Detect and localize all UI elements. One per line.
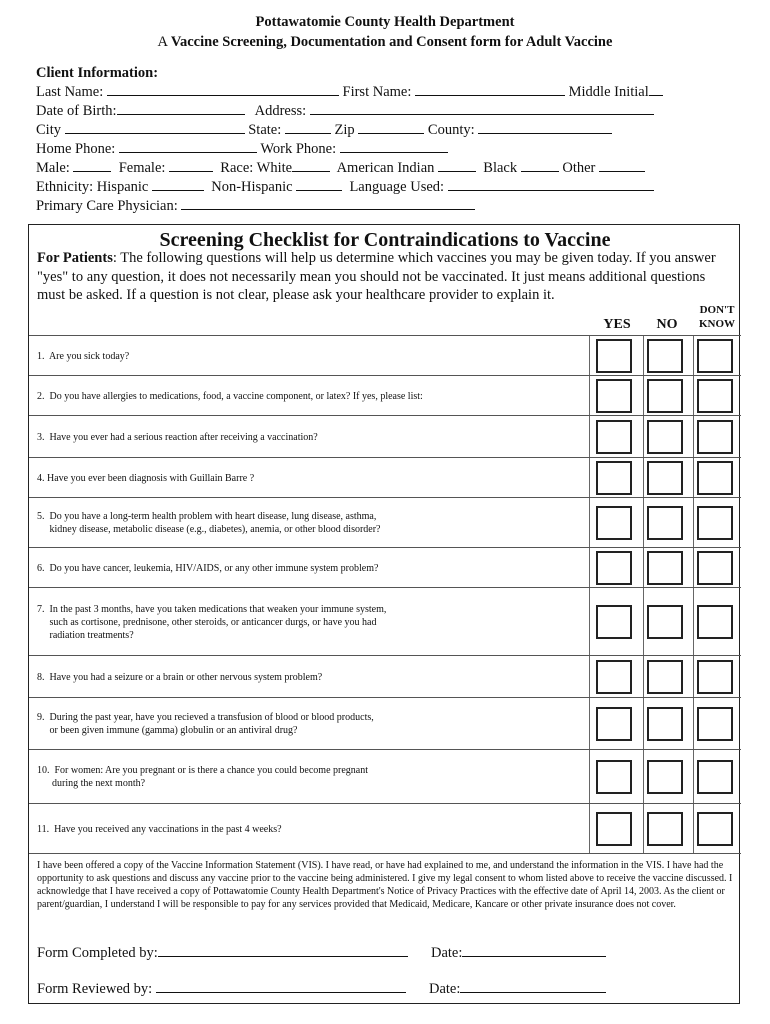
black-label: Black bbox=[483, 160, 518, 176]
column-divider bbox=[693, 376, 694, 415]
subtitle-prefix: A bbox=[157, 34, 168, 50]
zip-label: Zip bbox=[334, 122, 355, 138]
department-title: Pottawatomie County Health Department bbox=[255, 14, 515, 30]
no-checkbox[interactable] bbox=[647, 551, 683, 585]
question-row bbox=[29, 655, 741, 697]
female-label: Female: bbox=[118, 160, 166, 176]
dont-know-checkbox[interactable] bbox=[697, 506, 733, 540]
question-row bbox=[29, 457, 741, 497]
column-divider bbox=[643, 588, 644, 655]
column-divider bbox=[643, 336, 644, 375]
no-checkbox[interactable] bbox=[647, 707, 683, 741]
column-divider bbox=[589, 458, 590, 497]
american-indian-label: American Indian bbox=[336, 160, 435, 176]
intro-text: : The following questions will help us determine which vaccines you may be given today. If you answer "yes" to any question, it does not necessarily mean you should not be vaccinated. It just means additional questions must be asked. If a question is not clear, please ask your healthcare provider to explain it. bbox=[37, 250, 716, 303]
last-name-field[interactable] bbox=[107, 82, 339, 96]
reviewed-date-label: Date: bbox=[429, 981, 461, 997]
black-field[interactable] bbox=[521, 158, 559, 172]
column-divider bbox=[643, 376, 644, 415]
first-name-field[interactable] bbox=[415, 82, 565, 96]
checklist-title: Screening Checklist for Contraindications to Vaccine bbox=[159, 229, 611, 251]
column-divider bbox=[643, 750, 644, 803]
reviewed-date-line bbox=[429, 979, 606, 998]
yes-checkbox[interactable] bbox=[596, 461, 632, 495]
county-label: County: bbox=[427, 122, 475, 138]
question-text: 5. Do you have a long-term health problem with heart disease, lung disease, asthma, kidney disease, metabolic disease (e.g., diabetes), anemia, or other blood disorder? bbox=[37, 511, 381, 535]
column-divider bbox=[693, 656, 694, 697]
dont-know-checkbox[interactable] bbox=[697, 551, 733, 585]
no-checkbox[interactable] bbox=[647, 660, 683, 694]
checklist-intro bbox=[37, 249, 727, 305]
question-row bbox=[29, 335, 741, 375]
form-completed-line bbox=[37, 943, 408, 962]
question-row bbox=[29, 587, 741, 655]
yes-checkbox[interactable] bbox=[596, 339, 632, 373]
dont-know-checkbox[interactable] bbox=[697, 660, 733, 694]
no-checkbox[interactable] bbox=[647, 461, 683, 495]
no-checkbox[interactable] bbox=[647, 605, 683, 639]
client-info-title: Client Information: bbox=[36, 65, 159, 81]
dont-know-checkbox[interactable] bbox=[697, 339, 733, 373]
know-label: KNOW bbox=[698, 318, 736, 330]
column-divider bbox=[589, 804, 590, 853]
column-divider bbox=[589, 498, 590, 547]
no-column-header: NO bbox=[656, 317, 678, 332]
work-phone-field[interactable] bbox=[340, 139, 448, 153]
question-row bbox=[29, 749, 741, 803]
yes-checkbox[interactable] bbox=[596, 707, 632, 741]
dob-label: Date of Birth: bbox=[36, 103, 117, 119]
dont-know-checkbox[interactable] bbox=[697, 461, 733, 495]
reviewed-date-field[interactable] bbox=[460, 979, 606, 993]
white-field[interactable] bbox=[292, 158, 330, 172]
middle-initial-label: Middle Initial bbox=[568, 84, 649, 100]
column-divider bbox=[643, 416, 644, 457]
column-divider bbox=[643, 698, 644, 749]
client-information-section bbox=[36, 64, 736, 215]
yes-checkbox[interactable] bbox=[596, 812, 632, 846]
completed-date-line bbox=[431, 943, 606, 962]
column-divider bbox=[693, 458, 694, 497]
state-label: State: bbox=[248, 122, 282, 138]
question-text: 3. Have you ever had a serious reaction after receiving a vaccination? bbox=[37, 431, 318, 443]
question-row bbox=[29, 547, 741, 587]
column-divider bbox=[643, 498, 644, 547]
yes-checkbox[interactable] bbox=[596, 551, 632, 585]
address-field[interactable] bbox=[310, 101, 654, 115]
yes-checkbox[interactable] bbox=[596, 660, 632, 694]
column-divider bbox=[589, 548, 590, 587]
county-field[interactable] bbox=[478, 120, 612, 134]
yes-checkbox[interactable] bbox=[596, 760, 632, 794]
completed-date-field[interactable] bbox=[462, 943, 606, 957]
dob-field[interactable] bbox=[117, 101, 245, 115]
no-checkbox[interactable] bbox=[647, 339, 683, 373]
column-divider bbox=[589, 750, 590, 803]
other-label: Other bbox=[562, 160, 596, 176]
for-patients-label: For Patients bbox=[37, 250, 113, 266]
no-checkbox[interactable] bbox=[647, 760, 683, 794]
yes-checkbox[interactable] bbox=[596, 420, 632, 454]
screening-checklist-box bbox=[28, 224, 740, 1004]
completed-date-label: Date: bbox=[431, 945, 463, 961]
question-row bbox=[29, 375, 741, 415]
dont-know-checkbox[interactable] bbox=[697, 605, 733, 639]
question-text: 2. Do you have allergies to medications, food, a vaccine component, or latex? If yes, please list: bbox=[37, 390, 423, 402]
form-completed-label: Form Completed by: bbox=[37, 945, 158, 961]
no-checkbox[interactable] bbox=[647, 379, 683, 413]
male-field[interactable] bbox=[73, 158, 111, 172]
home-phone-label: Home Phone: bbox=[36, 141, 116, 157]
non-hispanic-label: Non-Hispanic bbox=[211, 179, 293, 195]
other-field[interactable] bbox=[599, 158, 645, 172]
subtitle-bold: Vaccine Screening, Documentation and Consent form for Adult Vaccine bbox=[170, 34, 613, 50]
column-divider bbox=[589, 588, 590, 655]
column-divider bbox=[589, 336, 590, 375]
home-phone-field[interactable] bbox=[119, 139, 257, 153]
question-text: 6. Do you have cancer, leukemia, HIV/AIDS, or any other immune system problem? bbox=[37, 562, 379, 574]
form-subtitle bbox=[0, 34, 770, 51]
yes-checkbox[interactable] bbox=[596, 506, 632, 540]
column-divider bbox=[693, 416, 694, 457]
question-row bbox=[29, 497, 741, 547]
male-label: Male: bbox=[36, 160, 70, 176]
race-white-label: Race: White bbox=[220, 160, 293, 176]
first-name-label: First Name: bbox=[342, 84, 412, 100]
no-checkbox[interactable] bbox=[647, 420, 683, 454]
column-divider bbox=[693, 548, 694, 587]
non-hispanic-field[interactable] bbox=[296, 177, 342, 191]
yes-column-header: YES bbox=[603, 317, 631, 332]
column-divider bbox=[643, 548, 644, 587]
question-text: 1. Are you sick today? bbox=[37, 350, 130, 362]
column-divider bbox=[693, 750, 694, 803]
consent-divider bbox=[29, 853, 741, 854]
dont-know-checkbox[interactable] bbox=[697, 379, 733, 413]
question-text: 7. In the past 3 months, have you taken medications that weaken your immune system, such as cortisone, prednisone, other steroids, or anticancer durgs, or have you had radiation treatments? bbox=[37, 603, 387, 641]
form-reviewed-label: Form Reviewed by: bbox=[37, 981, 153, 997]
form-completed-field[interactable] bbox=[158, 943, 408, 957]
column-divider bbox=[589, 656, 590, 697]
dont-know-checkbox[interactable] bbox=[697, 707, 733, 741]
dont-know-column-header bbox=[693, 303, 741, 331]
last-name-label: Last Name: bbox=[36, 84, 104, 100]
question-row bbox=[29, 697, 741, 749]
state-field[interactable] bbox=[285, 120, 331, 134]
dont-know-checkbox[interactable] bbox=[697, 420, 733, 454]
form-reviewed-field[interactable] bbox=[156, 979, 406, 993]
question-text: 8. Have you had a seizure or a brain or other nervous system problem? bbox=[37, 671, 323, 683]
column-divider bbox=[589, 376, 590, 415]
consent-statement: I have been offered a copy of the Vaccine Information Statement (VIS). I have read, or have had explained to me, and understand the information in the VIS. I have had the opportunity to ask questions and discuss any vaccine prior to the vaccine being administered. I give my legal consent to whom listed above to receive the vaccine discussed. I acknowledge that I have received a copy of Pottawatomie County Health Department's Notice of Privacy Practices with the effective date of April 14, 2003. As the client or parent/guardian, I understand I will be responsible to pay for any services provided that Medicaid, Medicare, Kancare or other private insurance does not cover. bbox=[37, 860, 733, 910]
ethnicity-hispanic-label: Ethnicity: Hispanic bbox=[36, 179, 149, 195]
language-label: Language Used: bbox=[349, 179, 445, 195]
language-field[interactable] bbox=[448, 177, 654, 191]
question-text: 11. Have you received any vaccinations in the past 4 weeks? bbox=[37, 823, 282, 835]
question-text: 4. Have you ever been diagnosis with Guillain Barre ? bbox=[37, 472, 255, 484]
column-divider bbox=[643, 804, 644, 853]
question-row bbox=[29, 415, 741, 457]
yes-checkbox[interactable] bbox=[596, 605, 632, 639]
column-divider bbox=[693, 804, 694, 853]
column-divider bbox=[643, 458, 644, 497]
question-text: 10. For women: Are you pregnant or is there a chance you could become pregnant during the next month? bbox=[37, 765, 369, 789]
american-indian-field[interactable] bbox=[438, 158, 476, 172]
middle-initial-field[interactable] bbox=[649, 82, 663, 96]
female-field[interactable] bbox=[169, 158, 213, 172]
column-divider bbox=[643, 656, 644, 697]
dont-know-checkbox[interactable] bbox=[697, 812, 733, 846]
column-divider bbox=[693, 498, 694, 547]
column-divider bbox=[589, 698, 590, 749]
question-text: 9. During the past year, have you recieved a transfusion of blood or blood products, or been given immune (gamma) globulin or an antiviral drug? bbox=[37, 712, 374, 736]
question-row bbox=[29, 803, 741, 853]
column-divider bbox=[693, 588, 694, 655]
form-reviewed-line bbox=[37, 979, 406, 998]
column-divider bbox=[693, 336, 694, 375]
pcp-label: Primary Care Physician: bbox=[36, 198, 178, 214]
no-checkbox[interactable] bbox=[647, 506, 683, 540]
zip-field[interactable] bbox=[358, 120, 424, 134]
hispanic-field[interactable] bbox=[152, 177, 204, 191]
work-phone-label: Work Phone: bbox=[260, 141, 337, 157]
address-label: Address: bbox=[254, 103, 307, 119]
no-checkbox[interactable] bbox=[647, 812, 683, 846]
dont-label: DON'T bbox=[699, 304, 735, 316]
dont-know-checkbox[interactable] bbox=[697, 760, 733, 794]
city-label: City bbox=[36, 122, 61, 138]
column-divider bbox=[589, 416, 590, 457]
city-field[interactable] bbox=[65, 120, 245, 134]
yes-checkbox[interactable] bbox=[596, 379, 632, 413]
column-divider bbox=[693, 698, 694, 749]
pcp-field[interactable] bbox=[181, 196, 475, 210]
